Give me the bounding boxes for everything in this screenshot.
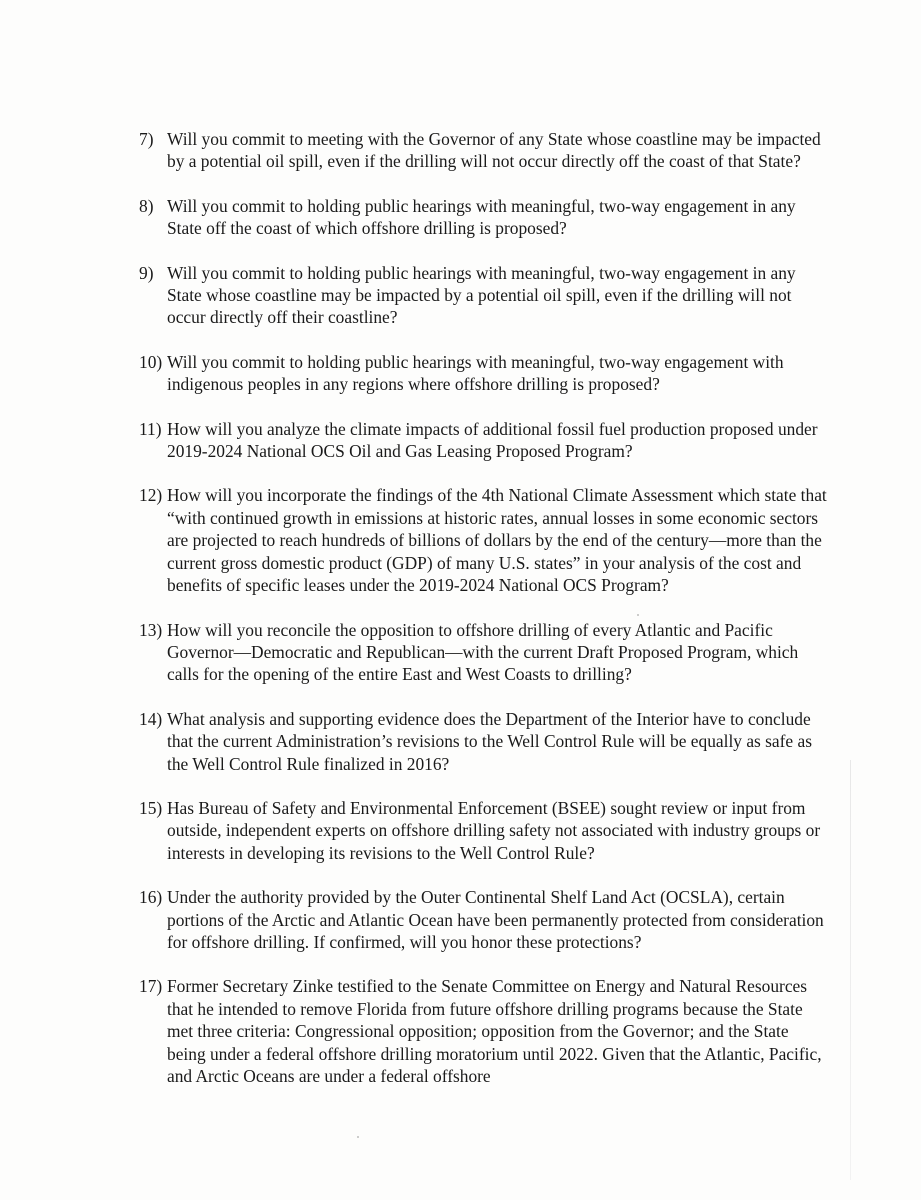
scan-speck xyxy=(637,614,639,616)
question-text: Will you commit to holding public hearings with meaningful, two-way engagement with indigenous peoples in any regions where offshore drilling is proposed? xyxy=(167,351,784,395)
question-number: 7) xyxy=(139,129,154,149)
question-text: How will you incorporate the findings of the 4th National Climate Assessment which state that “with continued growth in emissions at historic rates, annual losses in some economic sectors are projected to reach hundreds of billions of dollars by the end of the century—more than the current gross domestic product (GDP) of many U.S. states” in your analysis of the cost and benefits of specific leases under the 2019-2024 National OCS Program? xyxy=(167,485,827,596)
question-text: Former Secretary Zinke testified to the Senate Committee on Energy and Natural Resources that he intended to remove Florida from future offshore drilling programs because the State met three criteria: Congressional opposition; opposition from the Governor; and the State being under a federal offshore drilling moratorium until 2022. Given that the Atlantic, Pacific, and Arctic Oceans are under a federal offshore xyxy=(167,976,822,1086)
question-item xyxy=(139,484,829,596)
question-number: 14) xyxy=(139,708,163,729)
question-number: 8) xyxy=(139,195,154,216)
scan-speck xyxy=(357,1136,359,1138)
question-item xyxy=(139,195,829,240)
question-item xyxy=(139,975,829,1087)
question-list xyxy=(139,128,829,1109)
question-text: How will you reconcile the opposition to offshore drilling of every Atlantic and Pacific Governor—Democratic and Republican—with the current Draft Proposed Program, which calls for the opening of the entire East and West Coasts to drilling? xyxy=(167,619,799,685)
question-number: 9) xyxy=(139,262,154,283)
question-text: How will you analyze the climate impacts of additional fossil fuel production proposed under 2019-2024 National OCS Oil and Gas Leasing Proposed Program? xyxy=(167,418,818,462)
question-text: Will you commit to holding public hearings with meaningful, two-way engagement in any State whose coastline may be impacted by a potential oil spill, even if the drilling will not occur directly off their coastline? xyxy=(167,262,796,328)
question-item xyxy=(139,708,829,775)
question-number: 15) xyxy=(139,797,163,818)
question-item xyxy=(139,418,829,463)
question-item xyxy=(139,886,829,953)
scan-edge-line xyxy=(850,760,851,1180)
question-number: 17) xyxy=(139,976,163,997)
question-number: 13) xyxy=(139,619,163,640)
question-text: Has Bureau of Safety and Environmental Enforcement (BSEE) sought review or input from outside, independent experts on offshore drilling safety not associated with industry groups or interests in developing its revisions to the Well Control Rule? xyxy=(167,797,821,863)
question-text: Under the authority provided by the Outer Continental Shelf Land Act (OCSLA), certain portions of the Arctic and Atlantic Ocean have been permanently protected from consideration for offshore drilling. If confirmed, will you honor these protections? xyxy=(167,887,824,952)
question-item xyxy=(139,351,829,396)
question-text: Will you commit to holding public hearings with meaningful, two-way engagement in any State off the coast of which offshore drilling is proposed? xyxy=(167,195,796,239)
question-number: 10) xyxy=(139,351,163,372)
question-number: 12) xyxy=(139,485,163,506)
question-number: 16) xyxy=(139,887,163,908)
question-text: What analysis and supporting evidence does the Department of the Interior have to conclude that the current Administration’s revisions to the Well Control Rule will be equally as safe as the Well Control Rule finalized in 2016? xyxy=(167,708,812,774)
question-item xyxy=(139,128,829,173)
question-item xyxy=(139,619,829,686)
question-number: 11) xyxy=(139,418,162,439)
question-text: Will you commit to meeting with the Governor of any State whose coastline may be impacted by a potential oil spill, even if the drilling will not occur directly off the coast of that State? xyxy=(167,129,821,172)
question-item xyxy=(139,797,829,864)
question-item xyxy=(139,262,829,329)
